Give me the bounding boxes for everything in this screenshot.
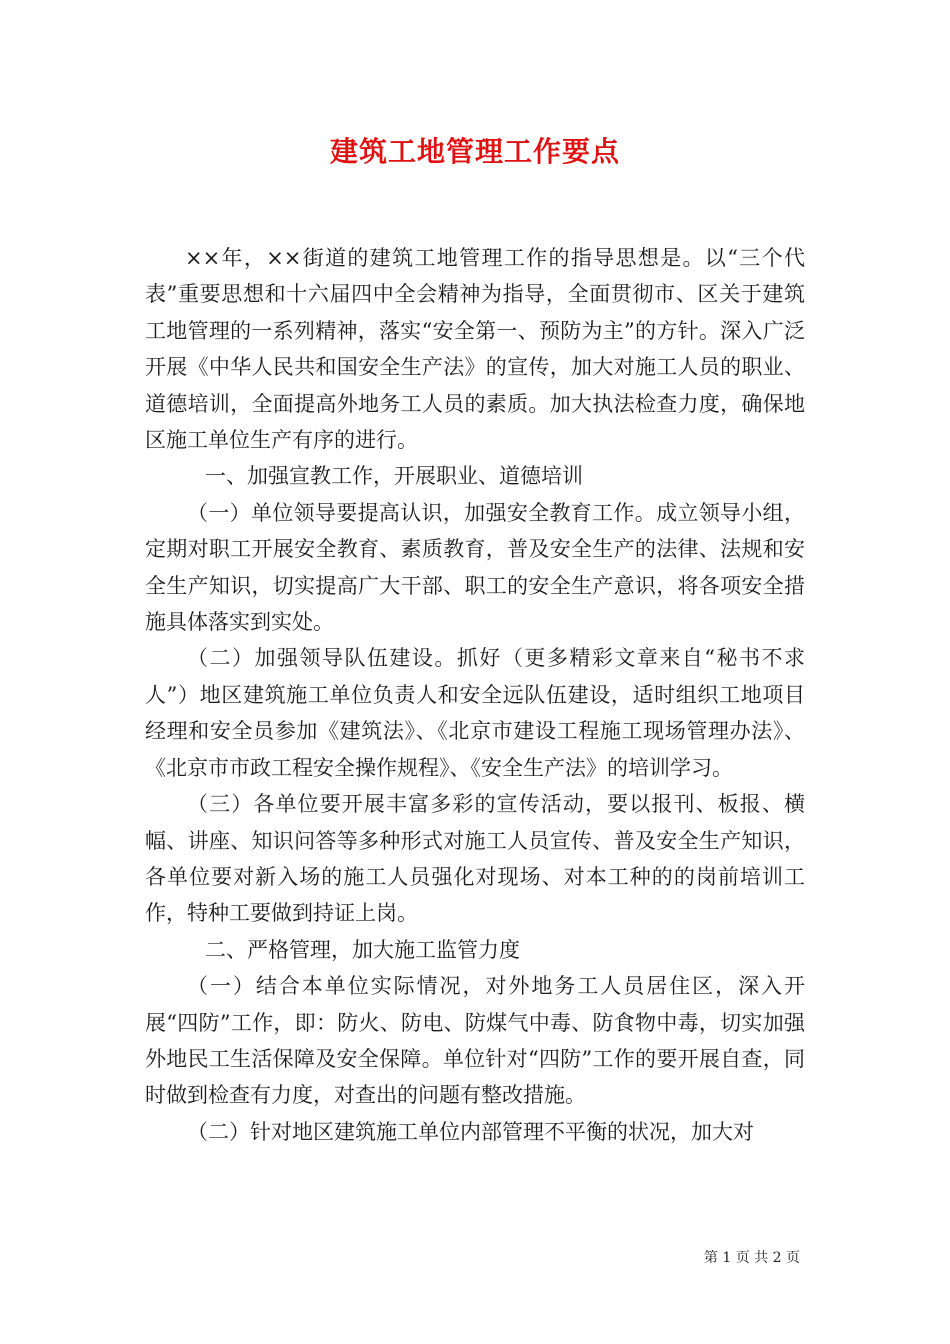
page-number: 第 1 页 共 2 页: [703, 1250, 800, 1266]
document-title: 建筑工地管理工作要点: [329, 135, 620, 168]
section-1-heading: 一、加强宣教工作，开展职业、道德培训: [205, 464, 583, 489]
section-1-item-3: （三）各单位要开展丰富多彩的宣传活动，要以报刊、板报、横幅、讲座、知识问答等多种形式对施工人员宣传、普及安全生产知识，各单位要对新入场的施工人员强化对现场、对本工种的的岗前培训工作，特种工要做到持证上岗。: [145, 792, 805, 926]
section-2-item-1: （一）结合本单位实际情况，对外地务工人员居住区，深入开展“四防”工作，即：防火、防电、防煤气中毒、防食物中毒，切实加强外地民工生活保障及安全保障。单位针对“四防”工作的要开展自查，同时做到检查有力度，对查出的问题有整改措施。: [145, 974, 805, 1108]
section-2-item-2: （二）针对地区建筑施工单位内部管理不平衡的状况，加大对: [187, 1119, 754, 1144]
section-1-item-2: （二）加强领导队伍建设。抓好（更多精彩文章来自“秘书不求人”）地区建筑施工单位负责人和安全远队伍建设，适时组织工地项目经理和安全员参加《建筑法》、《北京市建设工程施工现场管理办法》、《北京市市政工程安全操作规程》、《安全生产法》的培训学习。: [145, 646, 805, 780]
section-1-item-1: （一）单位领导要提高认识，加强安全教育工作。成立领导小组，定期对职工开展安全教育、素质教育，普及安全生产的法律、法规和安全生产知识，切实提高广大干部、职工的安全生产意识，将各项安全措施具体落实到实处。: [145, 500, 805, 635]
document-body: [145, 240, 805, 1150]
section-2-heading: 二、严格管理，加大施工监管力度: [205, 937, 520, 962]
intro-paragraph: ××年，××街道的建筑工地管理工作的指导思想是。以“三个代表”重要思想和十六届四中全会精神为指导，全面贯彻市、区关于建筑工地管理的一系列精神，落实“安全第一、预防为主”的方针。深入广泛开展《中华人民共和国安全生产法》的宣传，加大对施工人员的职业、道德培训，全面提高外地务工人员的素质。加大执法检查力度，确保地区施工单位生产有序的进行。: [145, 246, 805, 453]
